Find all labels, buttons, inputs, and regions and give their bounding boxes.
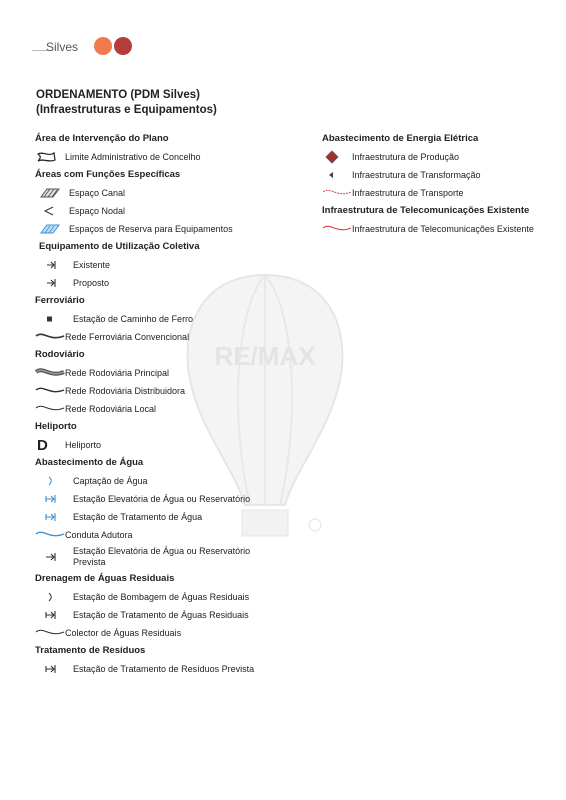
header-equipamento: Equipamento de Utilização Coletiva (39, 241, 200, 252)
energy-transformation-icon (322, 169, 352, 181)
boundary-icon (35, 151, 65, 163)
equipment-proposed-icon (43, 277, 73, 289)
railway-line-icon (35, 331, 65, 343)
legend-item: Captação de Água (35, 472, 305, 490)
sewer-line-icon (35, 627, 65, 639)
header-ferroviario: Ferroviário (35, 295, 85, 306)
header-areas-funcoes: Áreas com Funções Específicas (35, 169, 181, 180)
legend-item: Infraestrutura de Transporte (322, 184, 562, 202)
legend-item: Rede Ferroviária Convencional (35, 328, 305, 346)
legend-item: Estação de Tratamento de Água (35, 508, 305, 526)
legend-item: Estação Elevatória de Água ou Reservatório (35, 490, 305, 508)
heliport-icon: D (37, 436, 48, 454)
legend-item: Estação de Tratamento de Águas Residuais (35, 606, 305, 624)
sewage-treatment-icon (43, 609, 73, 621)
train-station-icon (43, 313, 73, 325)
legend-item: Estação Elevatória de Água ou Reservatório Prevista (35, 544, 305, 570)
telecom-line-icon (322, 223, 352, 235)
reserve-area-icon (39, 223, 69, 235)
legend-item: Infraestrutura de Transformação (322, 166, 562, 184)
header-telecom: Infraestrutura de Telecomunicações Existente (322, 205, 530, 216)
title-line-1: ORDENAMENTO (PDM Silves) (36, 89, 201, 101)
watermark-text: RE/MAX (214, 341, 316, 371)
legend-item: Limite Administrativo de Concelho (35, 148, 305, 166)
header-agua: Abastecimento de Água (35, 457, 144, 468)
legend-item: Espaços de Reserva para Equipamentos (35, 220, 305, 238)
legend-item: Rede Rodoviária Principal (35, 364, 305, 382)
water-capture-icon (43, 475, 73, 487)
water-pumping-planned-icon (43, 551, 73, 563)
header-area-plano: Área de Intervenção do Plano (35, 133, 169, 144)
legend-left-column (35, 130, 305, 678)
legend-item: Rede Rodoviária Distribuidora (35, 382, 305, 400)
legend-item: Colector de Águas Residuais (35, 624, 305, 642)
logo-text: Silves (46, 40, 79, 54)
legend-item: Infraestrutura de Produção (322, 148, 562, 166)
header-energia: Abastecimento de Energia Elétrica (322, 133, 479, 144)
legend-item: Estação de Tratamento de Resíduos Prevista (35, 660, 305, 678)
hatched-area-icon (39, 187, 69, 199)
equipment-existing-icon (43, 259, 73, 271)
legend-item: Rede Rodoviária Local (35, 400, 305, 418)
legend-item: Espaço Canal (35, 184, 305, 202)
page-title (36, 88, 217, 118)
water-treatment-icon (43, 511, 73, 523)
title-line-2: (Infraestruturas e Equipamentos) (36, 104, 217, 116)
legend-item: Proposto (35, 274, 305, 292)
legend-right-column (322, 130, 562, 238)
waste-treatment-icon (43, 663, 73, 675)
sewage-pumping-icon (43, 591, 73, 603)
distributor-road-icon (35, 385, 65, 397)
header-drenagem: Drenagem de Águas Residuais (35, 573, 175, 584)
legend-item: D Heliporto (37, 436, 102, 454)
node-icon (39, 205, 69, 217)
legend-item: Conduta Adutora (35, 526, 305, 544)
logo-orange-circle (94, 37, 112, 55)
energy-production-icon (322, 150, 352, 164)
local-road-icon (35, 403, 65, 415)
header-rodoviario: Rodoviário (35, 349, 85, 360)
header-residuos: Tratamento de Resíduos (35, 645, 146, 656)
main-road-icon (35, 367, 65, 379)
water-pumping-icon (43, 493, 73, 505)
legend-item: Infraestrutura de Telecomunicações Existente (322, 220, 562, 238)
header-heliporto: Heliporto (35, 421, 77, 432)
water-pipe-icon (35, 529, 65, 541)
logo-red-circle (114, 37, 132, 55)
legend-item: Estação de Caminho de Ferro (35, 310, 305, 328)
legend-item: Existente (35, 256, 305, 274)
legend-item: Espaço Nodal (35, 202, 305, 220)
energy-transport-icon (322, 187, 352, 199)
legend-item: Estação de Bombagem de Águas Residuais (35, 588, 305, 606)
